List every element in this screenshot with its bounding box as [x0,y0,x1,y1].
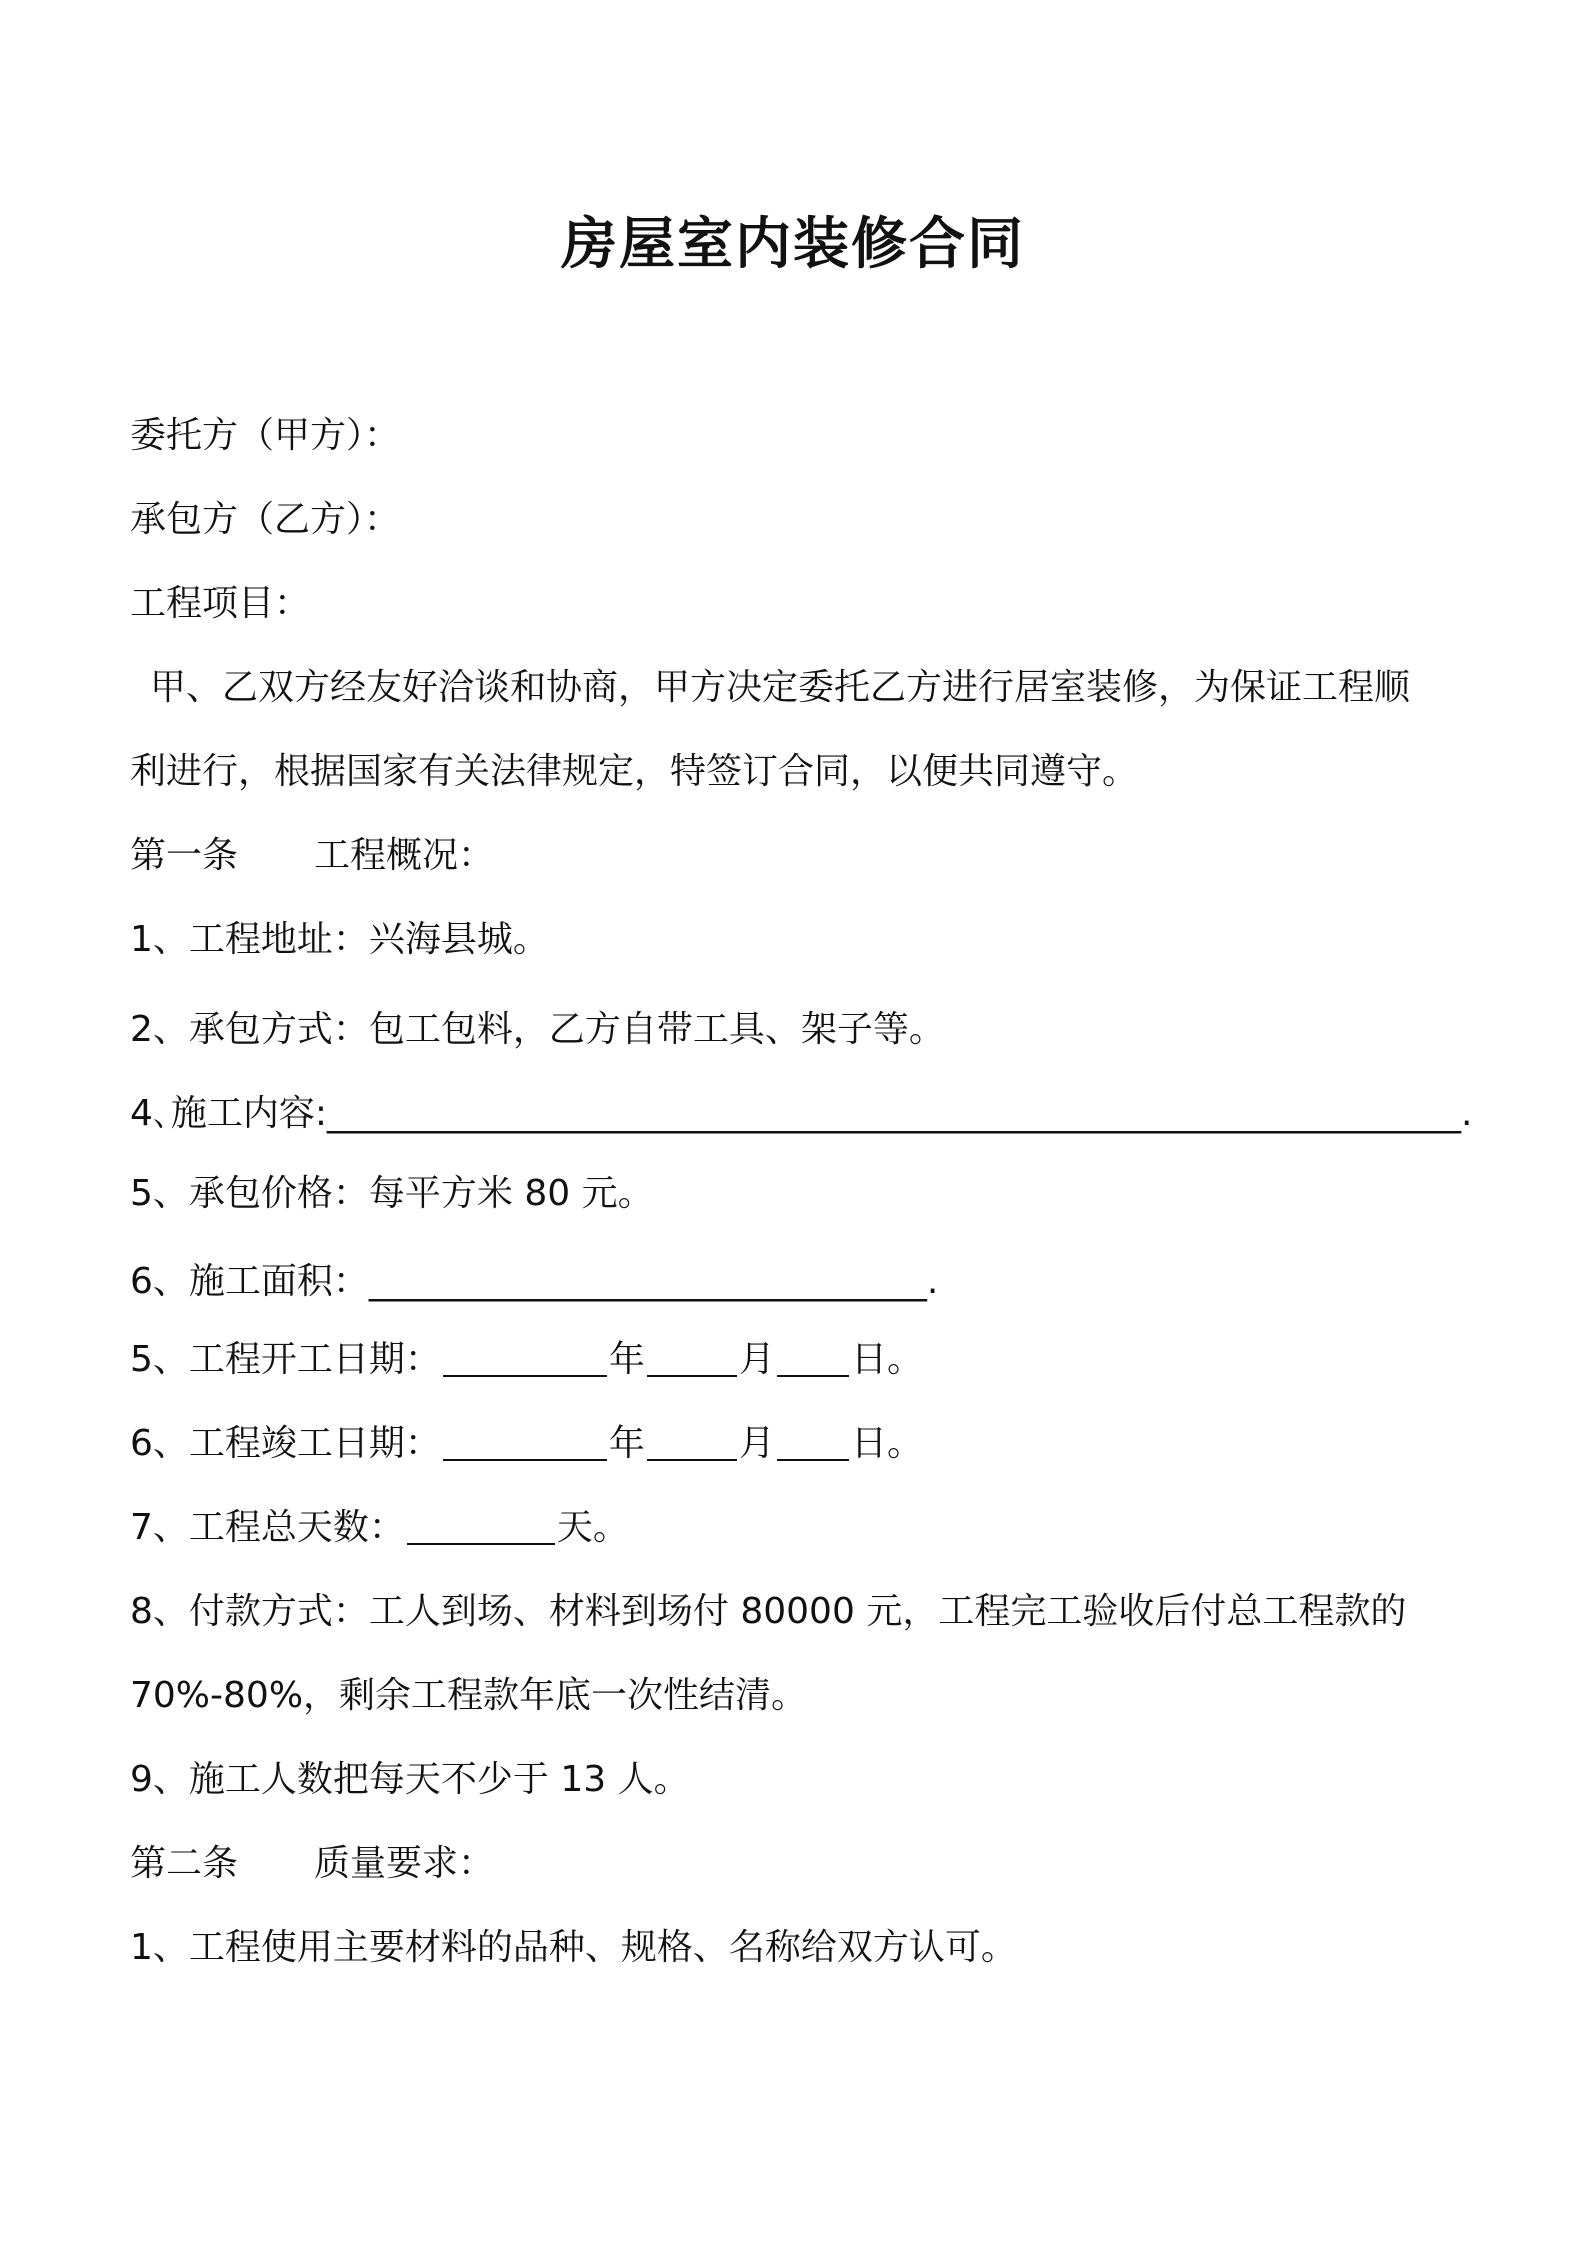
start-day-blank[interactable] [777,1339,849,1377]
total-days-suffix: 天。 [556,1507,629,1548]
start-month-label: 月 [738,1339,775,1380]
start-day-label: 日。 [850,1339,923,1380]
party-b-line: 承包方（乙方）： [130,499,401,540]
item-address: 1、工程地址：兴海县城。 [130,919,549,960]
end-month-label: 月 [738,1423,775,1464]
item-payment-line-1: 8、付款方式：工人到场、材料到场付 80000 元，工程完工验收后付总工程款的 [130,1591,1407,1632]
project-line: 工程项目： [130,583,311,624]
article-2-item-1: 1、工程使用主要材料的品种、规格、名称给双方认可。 [130,1927,1017,1968]
start-year-label: 年 [608,1339,645,1380]
preamble-line-2: 利进行，根据国家有关法律规定，特签订合同，以便共同遵守。 [130,751,1139,792]
article-1-number: 第一条 [130,835,239,876]
end-year-blank[interactable] [443,1423,607,1461]
document-title: 房屋室内装修合同 [561,212,1025,277]
article-2-heading [130,1838,494,1890]
item-total-days [130,1502,629,1554]
total-days-label: 7、工程总天数： [130,1507,405,1548]
start-date-label: 5、工程开工日期： [130,1339,441,1380]
end-day-blank[interactable] [777,1423,849,1461]
preamble-line-1: 甲、乙双方经友好洽谈和协商，甲方决定委托乙方进行居室装修，为保证工程顺 [150,667,1411,708]
item-area: 6、施工面积：_______________________________. [130,1261,939,1302]
item-payment-line-2: 70%-80%，剩余工程款年底一次性结清。 [130,1675,808,1716]
article-2-number: 第二条 [130,1843,239,1884]
start-year-blank[interactable] [443,1339,607,1377]
article-1-title: 工程概况： [314,835,495,876]
item-workers: 9、施工人数把每天不少于 13 人。 [130,1759,690,1800]
total-days-blank[interactable] [407,1507,555,1545]
item-end-date [130,1418,923,1470]
article-2-title: 质量要求： [314,1843,495,1884]
end-year-label: 年 [608,1423,645,1464]
item-price: 5、承包价格：每平方米 80 元。 [130,1173,654,1214]
item-method: 2、承包方式：包工包料，乙方自带工具、架子等。 [130,1009,945,1050]
end-day-label: 日。 [850,1423,923,1464]
item-start-date [130,1334,923,1386]
start-month-blank[interactable] [647,1339,737,1377]
end-date-label: 6、工程竣工日期： [130,1423,441,1464]
item-content: 4､施工内容:_______________________________________________________________. [130,1093,1473,1134]
article-1-heading [130,830,494,882]
party-a-line: 委托方（甲方）： [130,415,401,456]
end-month-blank[interactable] [647,1423,737,1461]
